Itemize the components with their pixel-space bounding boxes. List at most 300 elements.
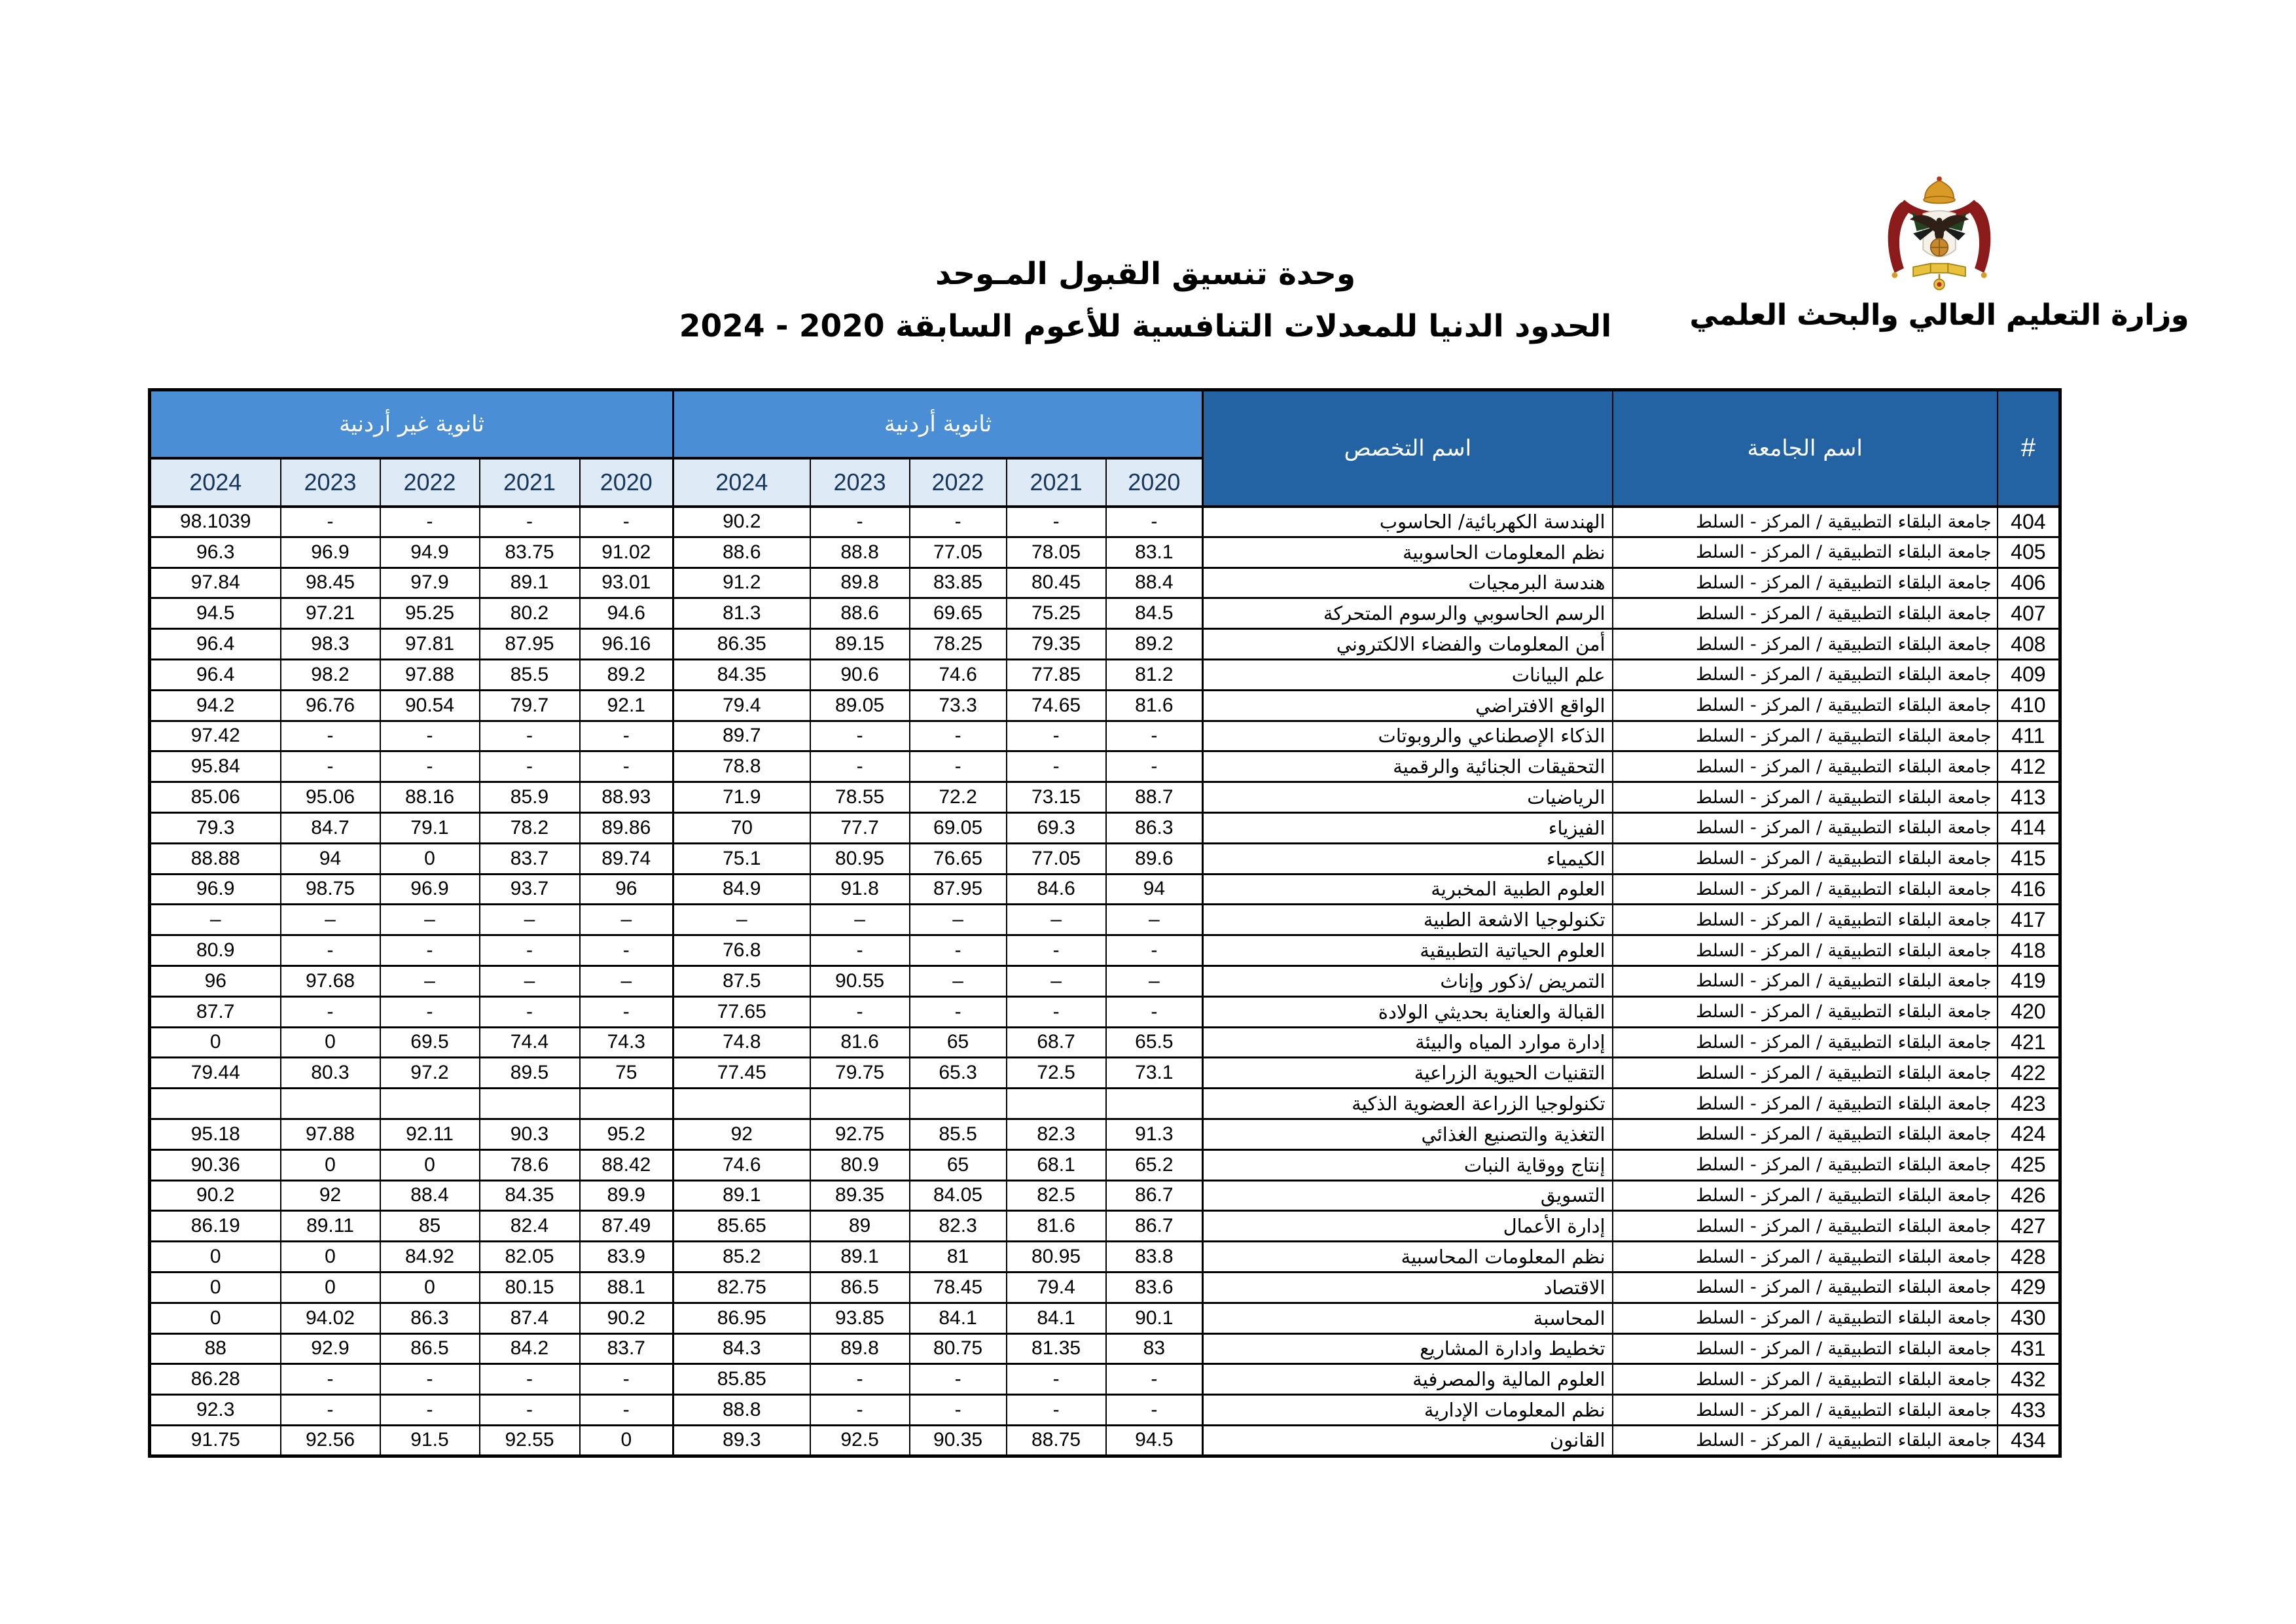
table-row xyxy=(150,1272,2060,1303)
grade-cell: 97.68 xyxy=(281,965,380,996)
table-row xyxy=(150,1364,2060,1395)
grade-cell xyxy=(910,1089,1007,1119)
row-number-cell: 418 xyxy=(1998,935,2060,966)
grade-cell: - xyxy=(281,1395,380,1426)
grade-cell: - xyxy=(580,1364,673,1395)
specialization-cell: نظم المعلومات الحاسوبية xyxy=(1203,537,1613,568)
grade-cell: - xyxy=(1106,935,1203,966)
grade-cell: 89.2 xyxy=(580,659,673,690)
grade-cell: 75 xyxy=(580,1058,673,1089)
specialization-cell: التمريض /ذكور وإناث xyxy=(1203,965,1613,996)
row-number-cell: 406 xyxy=(1998,568,2060,598)
grade-cell: - xyxy=(910,935,1007,966)
university-cell: جامعة البلقاء التطبيقية / المركز - السلط xyxy=(1613,568,1998,598)
row-number-cell: 422 xyxy=(1998,1058,2060,1089)
grade-cell: 90.6 xyxy=(810,659,910,690)
table-row xyxy=(150,782,2060,813)
grade-cell: 91.8 xyxy=(810,874,910,905)
specialization-cell: القانون xyxy=(1203,1425,1613,1456)
grade-cell: 90.2 xyxy=(580,1303,673,1333)
grade-cell: - xyxy=(910,721,1007,751)
grade-cell: 92.11 xyxy=(380,1119,480,1149)
grade-cell: - xyxy=(910,1395,1007,1426)
row-number-cell: 412 xyxy=(1998,751,2060,782)
grade-cell: 72.2 xyxy=(910,782,1007,813)
grade-cell: 91.3 xyxy=(1106,1119,1203,1149)
grade-cell: 80.9 xyxy=(810,1149,910,1180)
grade-cell: 79.4 xyxy=(1007,1272,1106,1303)
row-number-cell: 417 xyxy=(1998,905,2060,935)
grade-cell: 79.7 xyxy=(480,690,580,721)
row-number-cell: 425 xyxy=(1998,1149,2060,1180)
grade-cell: 81 xyxy=(910,1242,1007,1272)
table-row xyxy=(150,721,2060,751)
grade-cell: 97.81 xyxy=(380,629,480,660)
grade-cell: 74.4 xyxy=(480,1027,580,1058)
grade-cell xyxy=(673,1089,810,1119)
grade-cell: 78.8 xyxy=(673,751,810,782)
group-header-non-jordanian: ثانوية غير أردنية xyxy=(150,390,673,458)
grade-cell: 86.19 xyxy=(150,1211,281,1242)
grade-cell: - xyxy=(1106,996,1203,1027)
row-number-cell: 424 xyxy=(1998,1119,2060,1149)
row-number-cell: 426 xyxy=(1998,1180,2060,1211)
grade-cell: 94 xyxy=(281,843,380,874)
grade-cell: - xyxy=(580,996,673,1027)
grade-cell: - xyxy=(1007,1395,1106,1426)
grade-cell: – xyxy=(1106,965,1203,996)
grade-cell: 74.3 xyxy=(580,1027,673,1058)
grade-cell: 0 xyxy=(150,1242,281,1272)
grade-cell: 81.2 xyxy=(1106,659,1203,690)
grade-cell: – xyxy=(580,905,673,935)
row-number-cell: 414 xyxy=(1998,812,2060,843)
grade-cell: 96.9 xyxy=(281,537,380,568)
grade-cell: 91.02 xyxy=(580,537,673,568)
grade-cell: - xyxy=(281,935,380,966)
grade-cell: 65.5 xyxy=(1106,1027,1203,1058)
grade-cell: 84.35 xyxy=(673,659,810,690)
grade-cell: 97.2 xyxy=(380,1058,480,1089)
grade-cell: 90.54 xyxy=(380,690,480,721)
grade-cell: 98.1039 xyxy=(150,507,281,537)
university-cell: جامعة البلقاء التطبيقية / المركز - السلط xyxy=(1613,751,1998,782)
grade-cell: 97.9 xyxy=(380,568,480,598)
grade-cell: 98.3 xyxy=(281,629,380,660)
table-row xyxy=(150,1149,2060,1180)
grade-cell: 90.3 xyxy=(480,1119,580,1149)
specialization-cell: التسويق xyxy=(1203,1180,1613,1211)
specialization-cell: العلوم المالية والمصرفية xyxy=(1203,1364,1613,1395)
grade-cell: 77.65 xyxy=(673,996,810,1027)
table-row xyxy=(150,507,2060,537)
grade-cell: - xyxy=(480,996,580,1027)
specialization-cell: نظم المعلومات المحاسبية xyxy=(1203,1242,1613,1272)
grade-cell: - xyxy=(380,507,480,537)
row-number-cell: 410 xyxy=(1998,690,2060,721)
grade-cell: 80.45 xyxy=(1007,568,1106,598)
grade-cell: 71.9 xyxy=(673,782,810,813)
grade-cell: 74.6 xyxy=(673,1149,810,1180)
row-number-cell: 416 xyxy=(1998,874,2060,905)
table-row xyxy=(150,1395,2060,1426)
grade-cell: 92.75 xyxy=(810,1119,910,1149)
grade-cell xyxy=(281,1089,380,1119)
grade-cell: 96.4 xyxy=(150,629,281,660)
grade-cell: 86.3 xyxy=(380,1303,480,1333)
university-cell: جامعة البلقاء التطبيقية / المركز - السلط xyxy=(1613,507,1998,537)
specialization-cell: إدارة الأعمال xyxy=(1203,1211,1613,1242)
grade-cell: 79.75 xyxy=(810,1058,910,1089)
table-row xyxy=(150,1089,2060,1119)
grade-cell: – xyxy=(380,965,480,996)
grade-cell: 83 xyxy=(1106,1333,1203,1364)
row-number-cell: 411 xyxy=(1998,721,2060,751)
grade-cell: 74.65 xyxy=(1007,690,1106,721)
grade-cell: - xyxy=(281,751,380,782)
grade-cell: 87.95 xyxy=(480,629,580,660)
grade-cell: - xyxy=(480,935,580,966)
column-header-university: اسم الجامعة xyxy=(1613,390,1998,507)
grade-cell: 79.3 xyxy=(150,812,281,843)
grade-cell: – xyxy=(910,965,1007,996)
row-number-cell: 413 xyxy=(1998,782,2060,813)
grade-cell: 65 xyxy=(910,1149,1007,1180)
table-row xyxy=(150,1333,2060,1364)
grade-cell: 0 xyxy=(281,1242,380,1272)
grade-cell: 86.95 xyxy=(673,1303,810,1333)
grade-cell: 85.65 xyxy=(673,1211,810,1242)
year-header-non-jordanian-2020: 2020 xyxy=(580,458,673,507)
grade-cell: 91.5 xyxy=(380,1425,480,1456)
grade-cell: 87.49 xyxy=(580,1211,673,1242)
grade-cell: 92.5 xyxy=(810,1425,910,1456)
grade-cell: 83.7 xyxy=(480,843,580,874)
grade-cell: - xyxy=(1007,507,1106,537)
grade-cell: 72.5 xyxy=(1007,1058,1106,1089)
grade-cell: 84.1 xyxy=(910,1303,1007,1333)
column-header-row-number: # xyxy=(1998,390,2060,507)
grade-cell: 74.8 xyxy=(673,1027,810,1058)
jordan-coat-of-arms-icon xyxy=(1831,175,2047,297)
grade-cell: 98.75 xyxy=(281,874,380,905)
grade-cell: 73.1 xyxy=(1106,1058,1203,1089)
table-row xyxy=(150,874,2060,905)
grade-cell: 85.9 xyxy=(480,782,580,813)
grade-cell: 85.5 xyxy=(480,659,580,690)
grade-cell: 82.4 xyxy=(480,1211,580,1242)
grade-cell: 88.42 xyxy=(580,1149,673,1180)
grade-cell: - xyxy=(580,1395,673,1426)
table-row xyxy=(150,751,2060,782)
grade-cell: – xyxy=(281,905,380,935)
grade-cell: 77.05 xyxy=(1007,843,1106,874)
grade-cell: 82.3 xyxy=(910,1211,1007,1242)
grade-cell: 69.3 xyxy=(1007,812,1106,843)
year-header-non-jordanian-2023: 2023 xyxy=(281,458,380,507)
grade-cell xyxy=(380,1089,480,1119)
grades-table-container xyxy=(148,388,2062,1458)
grade-cell: 97.42 xyxy=(150,721,281,751)
grade-cell: - xyxy=(580,935,673,966)
grade-cell: 79.35 xyxy=(1007,629,1106,660)
row-number-cell: 421 xyxy=(1998,1027,2060,1058)
grade-cell: - xyxy=(1007,721,1106,751)
grade-cell: 0 xyxy=(281,1027,380,1058)
grade-cell: 96 xyxy=(150,965,281,996)
year-header-jordanian-2021: 2021 xyxy=(1007,458,1106,507)
university-cell: جامعة البلقاء التطبيقية / المركز - السلط xyxy=(1613,782,1998,813)
year-header-jordanian-2020: 2020 xyxy=(1106,458,1203,507)
group-header-jordanian: ثانوية أردنية xyxy=(673,390,1203,458)
grade-cell: 97.88 xyxy=(380,659,480,690)
university-cell: جامعة البلقاء التطبيقية / المركز - السلط xyxy=(1613,1425,1998,1456)
grade-cell: 84.1 xyxy=(1007,1303,1106,1333)
grade-cell: 83.7 xyxy=(580,1333,673,1364)
grade-cell: 82.5 xyxy=(1007,1180,1106,1211)
grade-cell: 82.3 xyxy=(1007,1119,1106,1149)
grade-cell: - xyxy=(480,721,580,751)
grade-cell: 88.75 xyxy=(1007,1425,1106,1456)
grade-cell: 88.1 xyxy=(580,1272,673,1303)
grade-cell: 96.3 xyxy=(150,537,281,568)
grade-cell: 94.9 xyxy=(380,537,480,568)
grade-cell: 78.05 xyxy=(1007,537,1106,568)
grade-cell: - xyxy=(380,1364,480,1395)
ministry-logo xyxy=(1681,175,2198,332)
row-number-cell: 433 xyxy=(1998,1395,2060,1426)
grade-cell: 0 xyxy=(281,1149,380,1180)
row-number-cell: 407 xyxy=(1998,598,2060,629)
university-cell: جامعة البلقاء التطبيقية / المركز - السلط xyxy=(1613,629,1998,660)
grade-cell: 0 xyxy=(380,843,480,874)
grade-cell: 86.3 xyxy=(1106,812,1203,843)
grade-cell: 65.3 xyxy=(910,1058,1007,1089)
row-number-cell: 415 xyxy=(1998,843,2060,874)
grade-cell: 89 xyxy=(810,1211,910,1242)
grade-cell: - xyxy=(810,507,910,537)
grade-cell: 95.25 xyxy=(380,598,480,629)
specialization-cell: العلوم الحياتية التطبيقية xyxy=(1203,935,1613,966)
university-cell: جامعة البلقاء التطبيقية / المركز - السلط xyxy=(1613,690,1998,721)
grade-cell: 70 xyxy=(673,812,810,843)
grade-cell: – xyxy=(150,905,281,935)
row-number-cell: 405 xyxy=(1998,537,2060,568)
grade-cell: 81.3 xyxy=(673,598,810,629)
grade-cell: 79.44 xyxy=(150,1058,281,1089)
grade-cell: 87.4 xyxy=(480,1303,580,1333)
specialization-cell: الاقتصاد xyxy=(1203,1272,1613,1303)
specialization-cell: الرسم الحاسوبي والرسوم المتحركة xyxy=(1203,598,1613,629)
grade-cell: - xyxy=(910,996,1007,1027)
grade-cell: - xyxy=(1007,1364,1106,1395)
grade-cell: 93.01 xyxy=(580,568,673,598)
grade-cell: - xyxy=(281,996,380,1027)
grade-cell: 86.5 xyxy=(810,1272,910,1303)
specialization-cell: القبالة والعناية بحديثي الولادة xyxy=(1203,996,1613,1027)
grade-cell: - xyxy=(580,721,673,751)
specialization-cell: الرياضيات xyxy=(1203,782,1613,813)
grade-cell: - xyxy=(480,751,580,782)
grade-cell: 96.16 xyxy=(580,629,673,660)
table-row xyxy=(150,629,2060,660)
grade-cell: 96.76 xyxy=(281,690,380,721)
grade-cell: 93.7 xyxy=(480,874,580,905)
grade-cell: 83.75 xyxy=(480,537,580,568)
grade-cell: 92.56 xyxy=(281,1425,380,1456)
grade-cell: 69.65 xyxy=(910,598,1007,629)
grade-cell: 85.5 xyxy=(910,1119,1007,1149)
grade-cell: – xyxy=(480,905,580,935)
university-cell: جامعة البلقاء التطبيقية / المركز - السلط xyxy=(1613,965,1998,996)
grade-cell xyxy=(580,1089,673,1119)
grade-cell: 90.2 xyxy=(673,507,810,537)
table-row xyxy=(150,1119,2060,1149)
grade-cell: - xyxy=(281,721,380,751)
grade-cell: 83.1 xyxy=(1106,537,1203,568)
grade-cell xyxy=(480,1089,580,1119)
university-cell: جامعة البلقاء التطبيقية / المركز - السلط xyxy=(1613,1272,1998,1303)
specialization-cell: الكيمياء xyxy=(1203,843,1613,874)
grade-cell: – xyxy=(1007,905,1106,935)
grade-cell: 87.7 xyxy=(150,996,281,1027)
grade-cell: 84.2 xyxy=(480,1333,580,1364)
grade-cell: 77.45 xyxy=(673,1058,810,1089)
grade-cell: 96.9 xyxy=(380,874,480,905)
grade-cell: 90.35 xyxy=(910,1425,1007,1456)
grade-cell: 84.92 xyxy=(380,1242,480,1272)
row-number-cell: 430 xyxy=(1998,1303,2060,1333)
grade-cell: 80.75 xyxy=(910,1333,1007,1364)
grade-cell: - xyxy=(281,1364,380,1395)
university-cell: جامعة البلقاء التطبيقية / المركز - السلط xyxy=(1613,874,1998,905)
grade-cell: 89.8 xyxy=(810,568,910,598)
grade-cell: - xyxy=(281,507,380,537)
table-row xyxy=(150,1425,2060,1456)
grade-cell: - xyxy=(580,751,673,782)
university-cell: جامعة البلقاء التطبيقية / المركز - السلط xyxy=(1613,843,1998,874)
grade-cell: 97.21 xyxy=(281,598,380,629)
grade-cell: 94.2 xyxy=(150,690,281,721)
grade-cell: - xyxy=(1106,507,1203,537)
specialization-cell: التغذية والتصنيع الغذائي xyxy=(1203,1119,1613,1149)
university-cell: جامعة البلقاء التطبيقية / المركز - السلط xyxy=(1613,1149,1998,1180)
university-cell: جامعة البلقاء التطبيقية / المركز - السلط xyxy=(1613,1303,1998,1333)
grade-cell: 69.5 xyxy=(380,1027,480,1058)
grade-cell: – xyxy=(673,905,810,935)
grade-cell: – xyxy=(380,905,480,935)
grade-cell: 82.05 xyxy=(480,1242,580,1272)
row-number-cell: 429 xyxy=(1998,1272,2060,1303)
title-unit-name: وحدة تنسيق القبول المـوحد xyxy=(935,256,1356,292)
grades-table-body xyxy=(150,507,2060,1456)
grade-cell: – xyxy=(1106,905,1203,935)
grade-cell: 89.1 xyxy=(810,1242,910,1272)
grade-cell: 92 xyxy=(673,1119,810,1149)
grade-cell: 0 xyxy=(150,1303,281,1333)
grade-cell: - xyxy=(480,507,580,537)
grade-cell: – xyxy=(480,965,580,996)
grades-table xyxy=(148,388,2062,1458)
university-cell: جامعة البلقاء التطبيقية / المركز - السلط xyxy=(1613,721,1998,751)
grade-cell: 77.85 xyxy=(1007,659,1106,690)
grade-cell: 86.7 xyxy=(1106,1211,1203,1242)
grade-cell: - xyxy=(1007,751,1106,782)
grade-cell: 89.1 xyxy=(480,568,580,598)
table-row xyxy=(150,1303,2060,1333)
grade-cell: 90.55 xyxy=(810,965,910,996)
university-cell: جامعة البلقاء التطبيقية / المركز - السلط xyxy=(1613,1119,1998,1149)
university-cell: جامعة البلقاء التطبيقية / المركز - السلط xyxy=(1613,537,1998,568)
grade-cell: 81.6 xyxy=(1106,690,1203,721)
grade-cell: 86.28 xyxy=(150,1364,281,1395)
university-cell: جامعة البلقاء التطبيقية / المركز - السلط xyxy=(1613,905,1998,935)
grade-cell: 84.7 xyxy=(281,812,380,843)
grade-cell: 73.15 xyxy=(1007,782,1106,813)
grade-cell: - xyxy=(580,507,673,537)
row-number-cell: 423 xyxy=(1998,1089,2060,1119)
grade-cell xyxy=(810,1089,910,1119)
grade-cell: 84.9 xyxy=(673,874,810,905)
grade-cell: 94.02 xyxy=(281,1303,380,1333)
grade-cell: - xyxy=(380,751,480,782)
specialization-cell: تخطيط وادارة المشاريع xyxy=(1203,1333,1613,1364)
grade-cell: 89.5 xyxy=(480,1058,580,1089)
grade-cell: 95.84 xyxy=(150,751,281,782)
grade-cell: 89.86 xyxy=(580,812,673,843)
grade-cell: 96 xyxy=(580,874,673,905)
grade-cell: 96.9 xyxy=(150,874,281,905)
grade-cell: 65.2 xyxy=(1106,1149,1203,1180)
grade-cell: 96.4 xyxy=(150,659,281,690)
grade-cell: - xyxy=(810,996,910,1027)
grade-cell: - xyxy=(1007,935,1106,966)
university-cell: جامعة البلقاء التطبيقية / المركز - السلط xyxy=(1613,1180,1998,1211)
grade-cell: 88.7 xyxy=(1106,782,1203,813)
grade-cell: 91.2 xyxy=(673,568,810,598)
grade-cell: 91.75 xyxy=(150,1425,281,1456)
row-number-cell: 408 xyxy=(1998,629,2060,660)
grade-cell: 90.36 xyxy=(150,1149,281,1180)
grade-cell: 88.93 xyxy=(580,782,673,813)
grade-cell: 92.3 xyxy=(150,1395,281,1426)
grade-cell: 88.6 xyxy=(673,537,810,568)
grade-cell: 78.45 xyxy=(910,1272,1007,1303)
row-number-cell: 434 xyxy=(1998,1425,2060,1456)
grade-cell: 98.2 xyxy=(281,659,380,690)
university-cell: جامعة البلقاء التطبيقية / المركز - السلط xyxy=(1613,812,1998,843)
grade-cell: 76.8 xyxy=(673,935,810,966)
grade-cell: - xyxy=(910,1364,1007,1395)
specialization-cell: التقنيات الحيوية الزراعية xyxy=(1203,1058,1613,1089)
grade-cell: - xyxy=(380,935,480,966)
grade-cell: - xyxy=(380,721,480,751)
specialization-cell: إدارة موارد المياه والبيئة xyxy=(1203,1027,1613,1058)
grade-cell: 97.88 xyxy=(281,1119,380,1149)
grade-cell: 90.2 xyxy=(150,1180,281,1211)
table-row xyxy=(150,1180,2060,1211)
grade-cell: - xyxy=(1106,1395,1203,1426)
table-row xyxy=(150,598,2060,629)
grade-cell: 87.95 xyxy=(910,874,1007,905)
row-number-cell: 420 xyxy=(1998,996,2060,1027)
grade-cell: 98.45 xyxy=(281,568,380,598)
table-row xyxy=(150,537,2060,568)
table-row xyxy=(150,935,2060,966)
specialization-cell: التحقيقات الجنائية والرقمية xyxy=(1203,751,1613,782)
grade-cell xyxy=(150,1089,281,1119)
grade-cell: 77.7 xyxy=(810,812,910,843)
